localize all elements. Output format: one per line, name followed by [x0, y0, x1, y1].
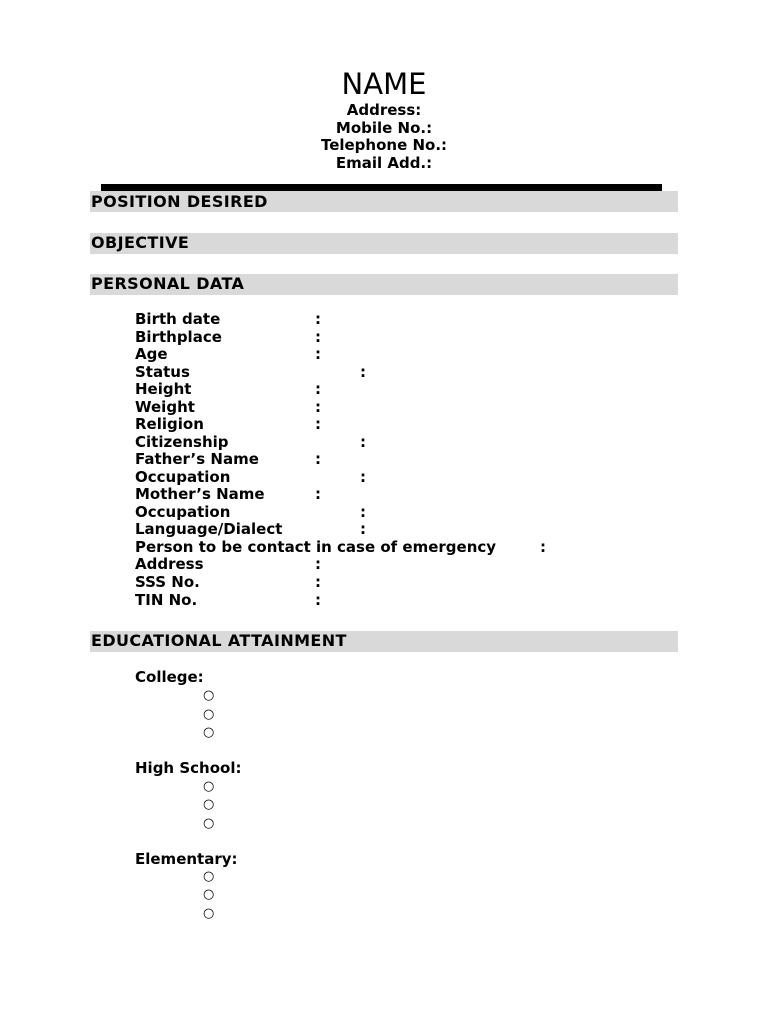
field-label-status: Status: [135, 363, 190, 381]
field-label-mothers-name: Mother’s Name: [135, 485, 265, 503]
telephone-label: Telephone No.:: [320, 136, 448, 154]
resume-header: [0, 66, 768, 172]
field-colon: :: [315, 555, 321, 573]
field-colon: :: [315, 415, 321, 433]
field-colon: :: [315, 398, 321, 416]
field-colon: :: [360, 520, 366, 538]
field-colon: :: [360, 468, 366, 486]
field-label-sss-no: SSS No.: [135, 573, 200, 591]
objective-heading: OBJECTIVE: [91, 233, 190, 252]
college-bullet: ○: [203, 725, 215, 740]
email-label: Email Add.:: [335, 153, 433, 172]
field-colon: :: [315, 310, 321, 328]
field-colon: :: [315, 573, 321, 591]
educational-attainment-heading: EDUCATIONAL ATTAINMENT: [91, 631, 347, 650]
field-colon: :: [315, 591, 321, 609]
field-colon: :: [315, 450, 321, 468]
personal-data-heading: PERSONAL DATA: [91, 274, 245, 293]
position-desired-heading: POSITION DESIRED: [91, 192, 268, 211]
field-label-religion: Religion: [135, 415, 204, 433]
field-label-tin-no: TIN No.: [135, 591, 198, 609]
field-colon: :: [315, 380, 321, 398]
elementary-label: Elementary:: [135, 850, 238, 868]
field-label-birthplace: Birthplace: [135, 328, 222, 346]
field-label-weight: Weight: [135, 398, 195, 416]
high-school-bullet: ○: [203, 779, 215, 794]
elementary-bullet: ○: [203, 887, 215, 902]
college-bullet: ○: [203, 688, 215, 703]
field-label-age: Age: [135, 345, 168, 363]
header-divider: [101, 184, 662, 191]
applicant-name: NAME: [341, 67, 427, 101]
field-label-father-occupation: Occupation: [135, 468, 231, 486]
field-label-citizenship: Citizenship: [135, 433, 229, 451]
high-school-bullet: ○: [203, 816, 215, 831]
field-colon: :: [360, 503, 366, 521]
field-label-emergency-contact: Person to be contact in case of emergency: [135, 538, 497, 556]
field-colon: :: [540, 538, 546, 556]
field-label-mother-occupation: Occupation: [135, 503, 231, 521]
field-colon: :: [360, 433, 366, 451]
field-colon: :: [315, 328, 321, 346]
field-label-language-dialect: Language/Dialect: [135, 520, 283, 538]
field-label-address: Address: [135, 555, 204, 573]
address-label: Address:: [346, 101, 422, 119]
field-label-height: Height: [135, 380, 192, 398]
field-colon: :: [315, 345, 321, 363]
high-school-label: High School:: [135, 759, 242, 777]
field-label-birth-date: Birth date: [135, 310, 221, 328]
college-bullet: ○: [203, 707, 215, 722]
college-label: College:: [135, 668, 204, 686]
high-school-bullet: ○: [203, 797, 215, 812]
field-colon: :: [315, 485, 321, 503]
field-colon: :: [360, 363, 366, 381]
elementary-bullet: ○: [203, 906, 215, 921]
field-label-fathers-name: Father’s Name: [135, 450, 259, 468]
mobile-label: Mobile No.:: [335, 118, 433, 137]
elementary-bullet: ○: [203, 869, 215, 884]
